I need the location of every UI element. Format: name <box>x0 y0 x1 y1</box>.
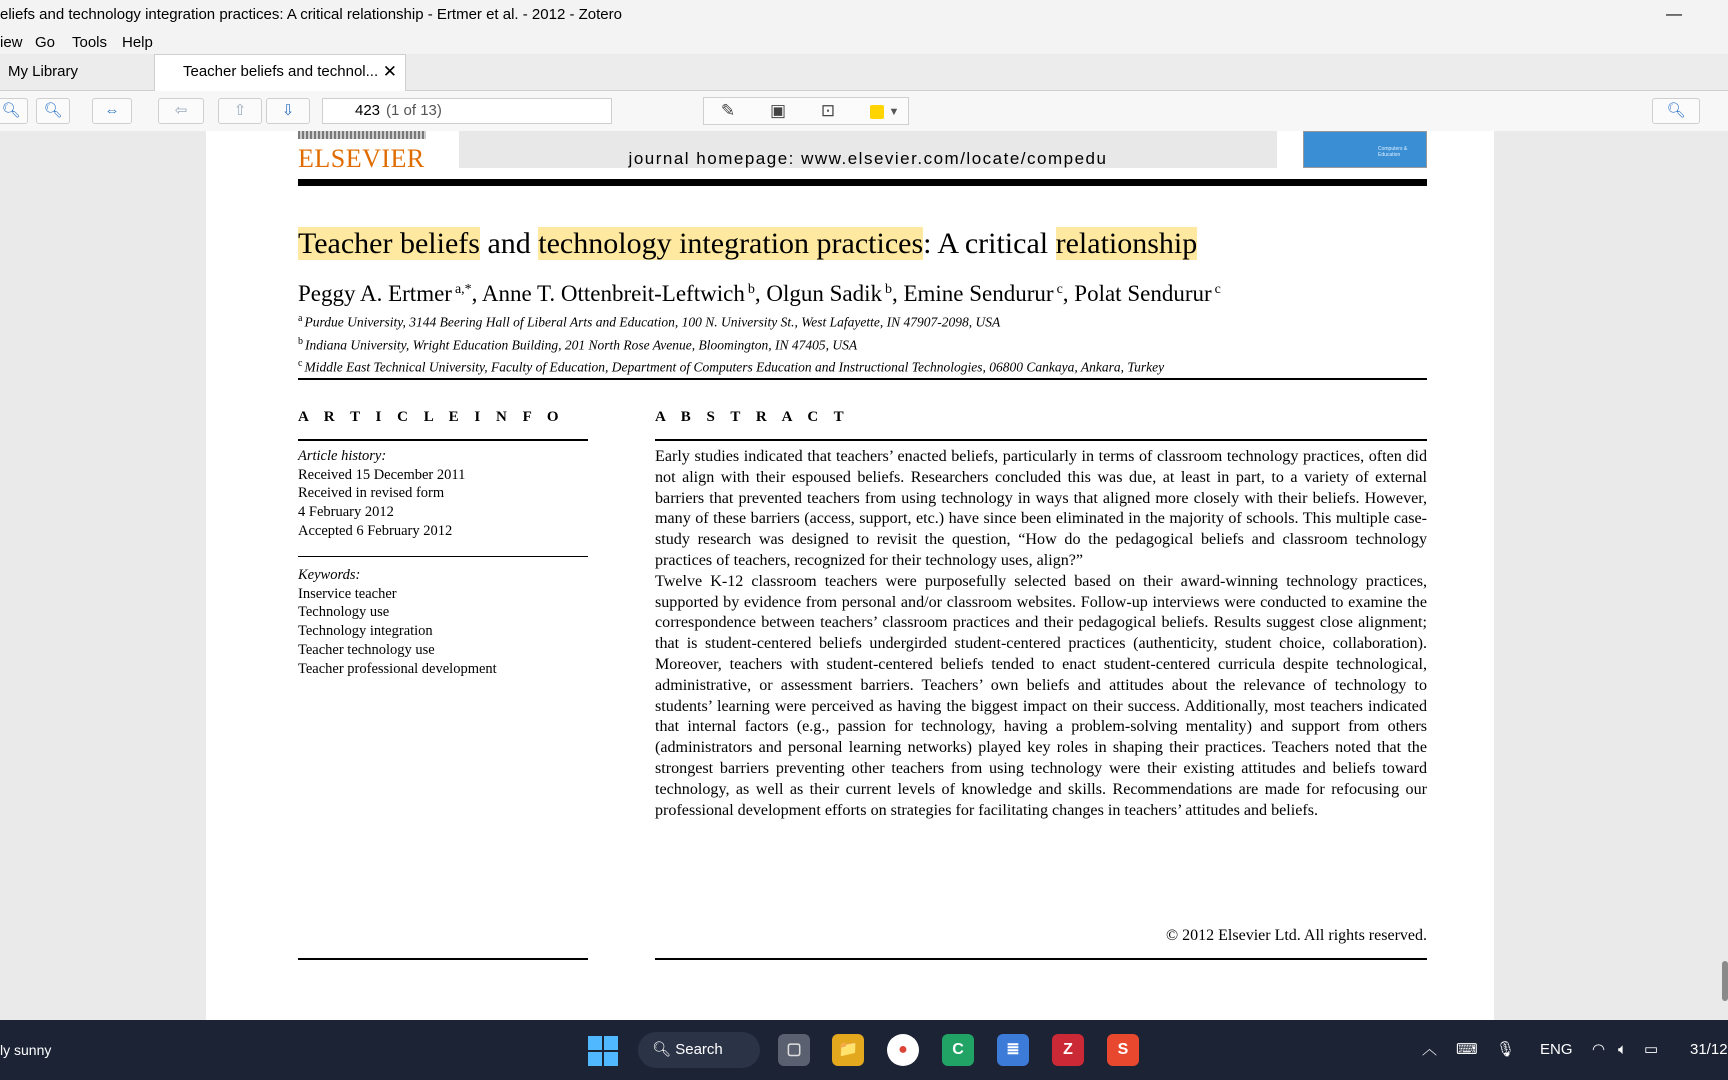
author-name: , Polat Sendurur <box>1062 281 1212 306</box>
menu-tools[interactable]: Tools <box>72 34 108 51</box>
affiliations <box>298 309 1164 377</box>
divider <box>298 378 1427 380</box>
search-icon: 🔍︎ <box>652 1041 672 1058</box>
microphone-icon[interactable]: 🎙︎ <box>1496 1041 1516 1058</box>
pdf-viewer[interactable] <box>0 131 1728 1020</box>
menu-go[interactable]: Go <box>35 34 56 51</box>
affiliation: $^b$ Indiana University, Wright Education Building, 201 North Rose Avenue, Bloomington, IN 47405, USA <box>298 335 858 352</box>
chevron-down-icon[interactable]: ▼ <box>888 106 900 118</box>
fit-width-button[interactable]: ⇔ <box>92 98 132 124</box>
elsevier-tree-logo <box>298 131 426 139</box>
history-item: 4 February 2012 <box>298 504 394 521</box>
abstract-paragraph: Early studies indicated that teachers’ enacted beliefs, particularly in terms of classroom technology practices, often did not align with their espoused beliefs. Researchers concluded this was due, at least in part, to a variety of external barriers that prevented teachers from using technology in ways that aligned more closely with their beliefs. However, many of these barriers (access, support, etc.) have since been eliminated in the majority of schools. This multiple case-study research was designed to revisit the question, “How do the pedagogical beliefs and classroom technology practices of teachers, recognized for their technology uses, align?” <box>655 448 1427 569</box>
history-item: Accepted 6 February 2012 <box>298 522 453 539</box>
article-info-heading: A R T I C L E I N F O <box>298 409 565 425</box>
divider <box>298 439 588 441</box>
annotation-tools <box>703 97 909 125</box>
page-total: (1 of 13) <box>386 102 442 119</box>
copyright: © 2012 Elsevier Ltd. All rights reserved. <box>1166 927 1427 944</box>
header-rule <box>298 179 1427 186</box>
keyword: Technology integration <box>298 623 433 640</box>
page-number-input[interactable] <box>322 98 612 124</box>
affiliation: $^c$ Middle East Technical University, Faculty of Education, Department of Computers Education and Instructional Technologies, 06800 Cankaya, Ankara, Turkey <box>298 358 1165 375</box>
wifi-icon[interactable]: ◠ <box>1592 1041 1606 1058</box>
menu-view[interactable]: iew <box>0 34 23 51</box>
language-indicator[interactable]: ENG <box>1540 1041 1573 1058</box>
affiliation: $^a$ Purdue University, 3144 Beering Hall of Liberal Arts and Education, 100 N. University St., West Lafayette, IN 47907-2098, USA <box>298 313 1001 330</box>
keywords-label: Keywords: <box>298 567 361 584</box>
divider <box>298 958 588 960</box>
taskbar <box>0 1020 1728 1080</box>
reader-toolbar <box>0 91 1728 132</box>
journal-cover-image: Computers & Education <box>1303 131 1427 168</box>
author-name: , Olgun Sadik <box>754 281 882 306</box>
window-title: eliefs and technology integration practices: A critical relationship - Ertmer et al. - 2012 - Zotero <box>0 6 622 23</box>
menu-bar <box>0 30 1728 56</box>
volume-icon[interactable]: 🔈︎ <box>1618 1041 1628 1058</box>
minimize-button[interactable]: — <box>1666 6 1682 23</box>
previous-page-button[interactable]: ⇦ <box>158 98 204 124</box>
zoom-in-button[interactable]: 🔍︎ <box>36 98 70 124</box>
divider <box>655 439 1427 441</box>
area-tool-icon[interactable]: ⊡ <box>820 101 836 120</box>
note-tool-icon[interactable]: ▣ <box>769 101 787 120</box>
tray-overflow-icon[interactable]: ︿ <box>1422 1041 1438 1058</box>
pdf-page <box>206 131 1494 1020</box>
title-highlight[interactable]: technology integration practices <box>538 227 924 260</box>
annotation-color-swatch[interactable] <box>870 105 884 119</box>
publisher-logo: ELSEVIER <box>298 144 425 173</box>
divider <box>655 958 1427 960</box>
author-name: , Emine Sendurur <box>891 281 1054 306</box>
journal-homepage: journal homepage: www.elsevier.com/locate/compedu <box>459 131 1277 168</box>
keyword: Teacher technology use <box>298 641 435 658</box>
task-view-icon[interactable]: ▢ <box>778 1034 810 1066</box>
taskbar-search[interactable] <box>638 1032 760 1068</box>
page-number: 423 <box>355 102 381 119</box>
history-item: Received in revised form <box>298 485 445 502</box>
author-name: Peggy A. Ertmer <box>298 281 452 306</box>
title-highlight[interactable]: relationship <box>1055 227 1198 260</box>
abstract-text <box>655 447 1427 821</box>
search-button[interactable]: 🔍︎ <box>1652 98 1700 124</box>
menu-help[interactable]: Help <box>122 34 153 51</box>
author-name: , Anne T. Ottenbreit-Leftwich <box>471 281 745 306</box>
file-explorer-icon[interactable]: 📁 <box>832 1034 864 1066</box>
keyword: Technology use <box>298 604 390 621</box>
viewer-scrollbar[interactable] <box>1722 961 1728 1001</box>
camtasia-icon[interactable]: C <box>942 1034 974 1066</box>
history-item: Received 15 December 2011 <box>298 466 466 483</box>
tab-my-library[interactable]: My Library <box>8 63 79 80</box>
page-up-button[interactable]: ⇧ <box>218 98 262 124</box>
weather-widget[interactable]: ly sunny <box>0 1042 52 1058</box>
keyword: Teacher professional development <box>298 660 497 677</box>
abstract-paragraph: Twelve K-12 classroom teachers were purposefully selected based on their award-winning technology practices, supported by evidence from personal and/or classroom websites. Follow-up interviews were conducted to examine the correspondence between teachers’ classroom practices and their pedagogical beliefs. Results suggest close alignment; that is student-centered beliefs undergirded student-centered practices (authenticity, student choice, collaboration). Moreover, teachers with student-centered beliefs tended to enact student-centered curricula despite technological, administrative, or assessment barriers. Teachers’ own beliefs and attitudes about the relevance of technology to students’ learning were perceived as having the biggest impact on their success. Additionally, most teachers indicated that internal factors (e.g., passion for technology, having a problem-solving mentality) and support from others (administrators and personal learning networks) played key roles in shaping their practices. Teachers noted that the strongest barriers preventing other teachers from using technology were their existing attitudes and beliefs toward technology, as well as their current levels of knowledge and skills. Recommendations are made for refocusing our professional development efforts on strategies for facilitating changes in teachers’ attitudes and beliefs. <box>655 572 1427 819</box>
taskbar-search-label: Search <box>675 1041 723 1058</box>
close-tab-icon[interactable]: ✕ <box>382 62 397 81</box>
battery-icon[interactable]: ▭ <box>1644 1041 1659 1058</box>
keyword: Inservice teacher <box>298 585 397 602</box>
divider <box>298 556 588 558</box>
tab-bar <box>0 54 1728 91</box>
page-down-button[interactable]: ⇩ <box>266 98 310 124</box>
wps-icon[interactable]: S <box>1107 1034 1139 1066</box>
chrome-icon[interactable]: ● <box>887 1034 919 1066</box>
windows-start-icon[interactable] <box>588 1036 618 1066</box>
title-bar <box>0 0 1728 30</box>
history-label: Article history: <box>298 448 387 464</box>
highlight-tool-icon[interactable]: ✎ <box>720 101 736 120</box>
notepad-icon[interactable]: ≣ <box>997 1034 1029 1066</box>
author-list: Peggy A. Ertmer $^{a,*}$, Anne T. Ottenbreit-Leftwich $^b$, Olgun Sadik $^b$, Emine Sendurur $^c$, Polat Sendurur $^c$ <box>298 281 1221 306</box>
keyboard-icon[interactable]: ⌨ <box>1456 1041 1478 1058</box>
tab-reader[interactable] <box>154 54 406 91</box>
abstract-heading: A B S T R A C T <box>655 409 850 425</box>
clock-date[interactable]: 31/12 <box>1690 1041 1728 1058</box>
tab-reader-label: Teacher beliefs and technol... <box>183 63 379 80</box>
paper-title: Teacher beliefs and technology integration practices: A critical relationship <box>298 227 1198 260</box>
zoom-out-button[interactable]: 🔍︎ <box>0 98 28 124</box>
zotero-icon[interactable]: Z <box>1052 1034 1084 1066</box>
article-info <box>298 447 588 678</box>
title-highlight[interactable]: Teacher beliefs <box>298 227 480 260</box>
